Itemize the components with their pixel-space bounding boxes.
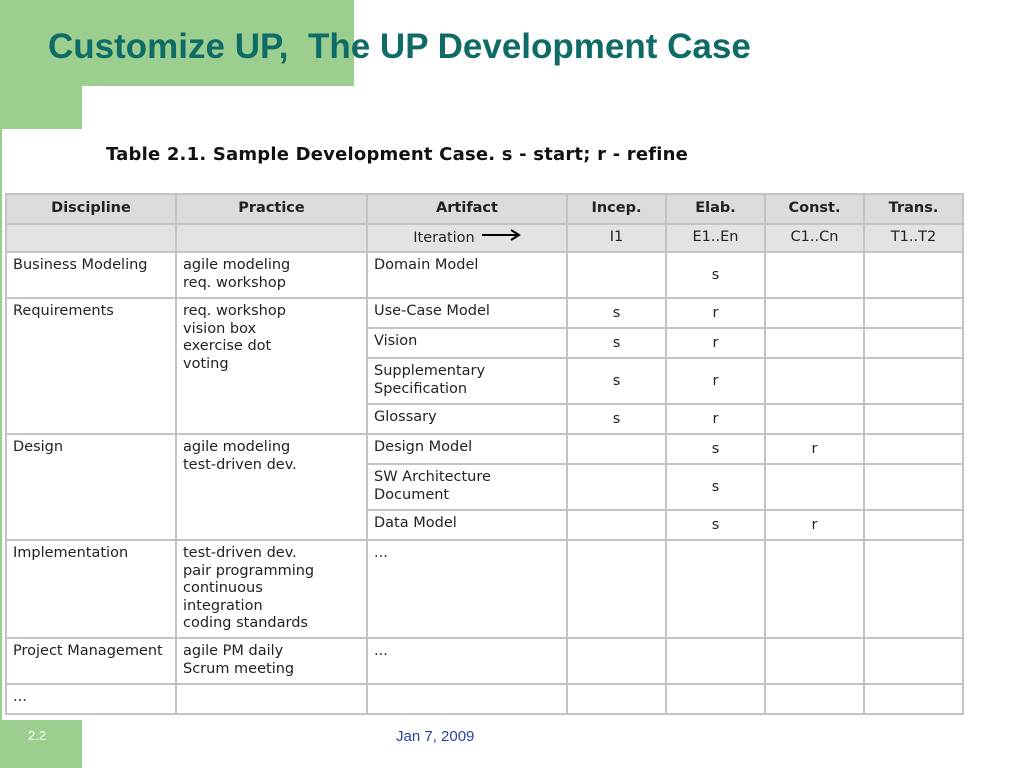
discipline-cell: ... [6, 684, 176, 714]
iteration-transition: T1..T2 [864, 224, 963, 252]
practice-cell: agile modeling test-driven dev. [176, 434, 367, 540]
elaboration-cell: r [666, 358, 765, 404]
construction-cell [765, 298, 864, 328]
practice-cell: agile PM daily Scrum meeting [176, 638, 367, 684]
header-practice: Practice [176, 194, 367, 224]
header-row [6, 194, 963, 224]
transition-cell [864, 434, 963, 464]
practice-cell: agile modeling req. workshop [176, 252, 367, 298]
discipline-cell: Project Management [6, 638, 176, 684]
table-row [6, 540, 963, 638]
artifact-cell: ... [367, 540, 567, 638]
construction-cell [765, 252, 864, 298]
transition-cell [864, 404, 963, 434]
iteration-label: Iteration [413, 229, 475, 246]
discipline-cell: Implementation [6, 540, 176, 638]
construction-cell [765, 328, 864, 358]
inception-cell: s [567, 328, 666, 358]
elaboration-cell [666, 684, 765, 714]
inception-cell [567, 684, 666, 714]
construction-cell [765, 540, 864, 638]
construction-cell [765, 404, 864, 434]
header-inception: Incep. [567, 194, 666, 224]
transition-cell [864, 358, 963, 404]
practice-cell: test-driven dev. pair programming continuous integration coding standards [176, 540, 367, 638]
transition-cell [864, 684, 963, 714]
iteration-construction: C1..Cn [765, 224, 864, 252]
artifact-cell: Vision [367, 328, 567, 358]
inception-cell [567, 252, 666, 298]
practice-cell [176, 684, 367, 714]
construction-cell [765, 358, 864, 404]
slide-title: Customize UP, The UP Development Case [48, 27, 751, 66]
table-caption: Table 2.1. Sample Development Case. s - start; r - refine [106, 144, 689, 165]
construction-cell: r [765, 510, 864, 540]
elaboration-cell: s [666, 464, 765, 510]
construction-cell [765, 464, 864, 510]
development-case-table [5, 193, 964, 715]
elaboration-cell: s [666, 510, 765, 540]
table-row [6, 434, 963, 464]
iteration-row [6, 224, 963, 252]
artifact-cell: Use-Case Model [367, 298, 567, 328]
table-row [6, 298, 963, 328]
artifact-cell: SW Architecture Document [367, 464, 567, 510]
iteration-empty-cell [176, 224, 367, 252]
discipline-cell: Requirements [6, 298, 176, 434]
inception-cell [567, 638, 666, 684]
artifact-cell: Glossary [367, 404, 567, 434]
footer-date: Jan 7, 2009 [396, 728, 475, 745]
transition-cell [864, 252, 963, 298]
right-arrow-icon [481, 229, 521, 247]
header-discipline: Discipline [6, 194, 176, 224]
footer-page-number: 2.2 [28, 728, 47, 743]
elaboration-cell: r [666, 328, 765, 358]
table-row [6, 252, 963, 298]
table-body [6, 252, 963, 714]
transition-cell [864, 298, 963, 328]
inception-cell [567, 540, 666, 638]
iteration-elaboration: E1..En [666, 224, 765, 252]
transition-cell [864, 540, 963, 638]
transition-cell [864, 638, 963, 684]
practice-cell: req. workshop vision box exercise dot voting [176, 298, 367, 434]
transition-cell [864, 328, 963, 358]
artifact-cell [367, 684, 567, 714]
table-row [6, 638, 963, 684]
header-elaboration: Elab. [666, 194, 765, 224]
inception-cell: s [567, 404, 666, 434]
discipline-cell: Design [6, 434, 176, 540]
transition-cell [864, 464, 963, 510]
construction-cell [765, 638, 864, 684]
elaboration-cell: r [666, 298, 765, 328]
construction-cell: r [765, 434, 864, 464]
table-row [6, 684, 963, 714]
elaboration-cell: s [666, 434, 765, 464]
header-artifact: Artifact [367, 194, 567, 224]
elaboration-cell [666, 540, 765, 638]
iteration-inception: I1 [567, 224, 666, 252]
inception-cell: s [567, 358, 666, 404]
artifact-cell: ... [367, 638, 567, 684]
transition-cell [864, 510, 963, 540]
header-transition: Trans. [864, 194, 963, 224]
inception-cell [567, 464, 666, 510]
artifact-cell: Domain Model [367, 252, 567, 298]
elaboration-cell [666, 638, 765, 684]
artifact-cell: Design Model [367, 434, 567, 464]
elaboration-cell: r [666, 404, 765, 434]
discipline-cell: Business Modeling [6, 252, 176, 298]
inception-cell [567, 510, 666, 540]
inception-cell: s [567, 298, 666, 328]
iteration-empty-cell [6, 224, 176, 252]
iteration-label-cell [367, 224, 567, 252]
header-construction: Const. [765, 194, 864, 224]
construction-cell [765, 684, 864, 714]
inception-cell [567, 434, 666, 464]
artifact-cell: Data Model [367, 510, 567, 540]
elaboration-cell: s [666, 252, 765, 298]
artifact-cell: Supplementary Specification [367, 358, 567, 404]
